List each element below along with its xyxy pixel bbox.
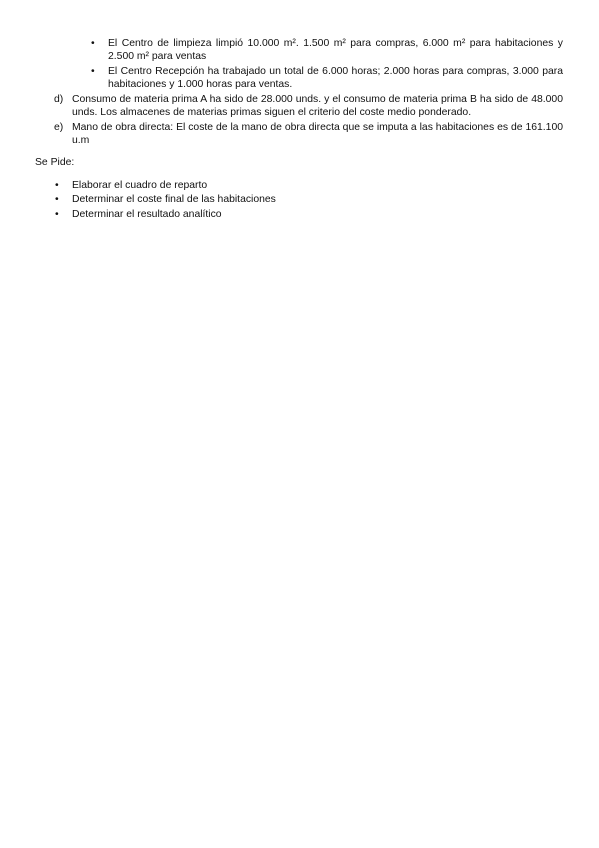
list-text-e: Mano de obra directa: El coste de la mano de obra directa que se imputa a las habitaciones es de 161.100 u.m — [72, 122, 563, 146]
bullet-text-limpieza: El Centro de limpieza limpió 10.000 m². 1.500 m² para compras, 6.000 m² para habitaciones y 2.500 m² para ventas — [108, 38, 563, 62]
list-item-d — [54, 94, 563, 119]
bullet-icon: • — [55, 194, 59, 205]
list-text-d: Consumo de materia prima A ha sido de 28.000 unds. y el consumo de materia prima B ha sido de 48.000 unds. Los almacenes de materias primas siguen el criterio del coste medio ponderado. — [72, 94, 563, 118]
list-item-e — [54, 122, 563, 147]
bullet-text-recepcion: El Centro Recepción ha trabajado un total de 6.000 horas; 2.000 horas para compras, 3.000 para habitaciones y 1.000 horas para ventas. — [108, 66, 563, 90]
bullet-item-limpieza — [91, 38, 563, 63]
task-text-resultado: Determinar el resultado analítico — [72, 209, 222, 220]
list-marker-e: e) — [54, 122, 64, 133]
task-text-cuadro: Elaborar el cuadro de reparto — [72, 180, 208, 191]
bullet-icon: • — [55, 180, 59, 191]
list-marker-d: d) — [54, 94, 64, 105]
bullet-icon: • — [55, 209, 59, 220]
task-text-coste: Determinar el coste final de las habitaciones — [72, 194, 276, 205]
bullet-icon: • — [91, 38, 95, 49]
section-heading-se-pide: Se Pide: — [35, 157, 75, 168]
task-item-resultado — [55, 209, 552, 222]
bullet-item-recepcion — [91, 66, 563, 91]
task-item-cuadro — [55, 180, 552, 193]
task-item-coste — [55, 194, 552, 207]
bullet-icon: • — [91, 66, 95, 77]
